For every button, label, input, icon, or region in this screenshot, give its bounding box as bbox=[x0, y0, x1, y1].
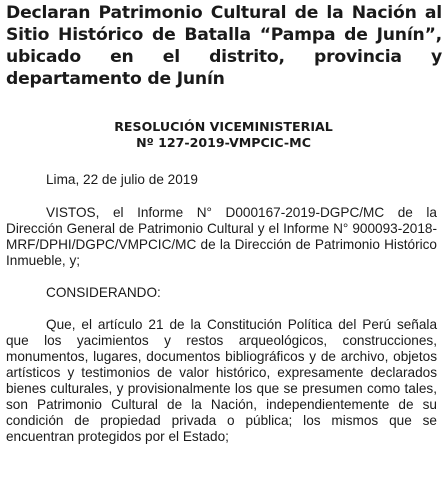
date-line: Lima, 22 de julio de 2019 bbox=[46, 172, 198, 187]
resolution-number: Nº 127-2019-VMPCIC-MC bbox=[136, 135, 311, 150]
resolution-title: RESOLUCIÓN VICEMINISTERIAL bbox=[114, 119, 333, 134]
document-headline: Declaran Patrimonio Cultural de la Nación al Sitio Histórico de Batalla “Pampa de Junín”, ubicado en el distrito, provincia y departamento de Junín bbox=[6, 3, 442, 89]
considerando-paragraph: Que, el artículo 21 de la Constitución Política del Perú señala que los yacimientos y restos arqueológicos, construcciones, monumentos, lugares, documentos bibliográficos y de archivo, objetos artísticos y testimonios de valor histórico, expresamente declarados bienes culturales, y provisionalmente los que se presumen como tales, son Patrimonio Cultural de la Nación, independientemente de su condición de propiedad privada o pública; los mismos que se encuentran protegidos por el Estado; bbox=[6, 317, 437, 444]
vistos-paragraph: VISTOS, el Informe N° D000167-2019-DGPC/MC de la Dirección General de Patrimonio Cultural y el Informe N° 900093-2018-MRF/DPHI/DGPC/VMPCIC/MC de la Dirección de Patrimonio Histórico Inmueble, y; bbox=[6, 205, 437, 268]
considerando-heading: CONSIDERANDO: bbox=[46, 285, 161, 300]
